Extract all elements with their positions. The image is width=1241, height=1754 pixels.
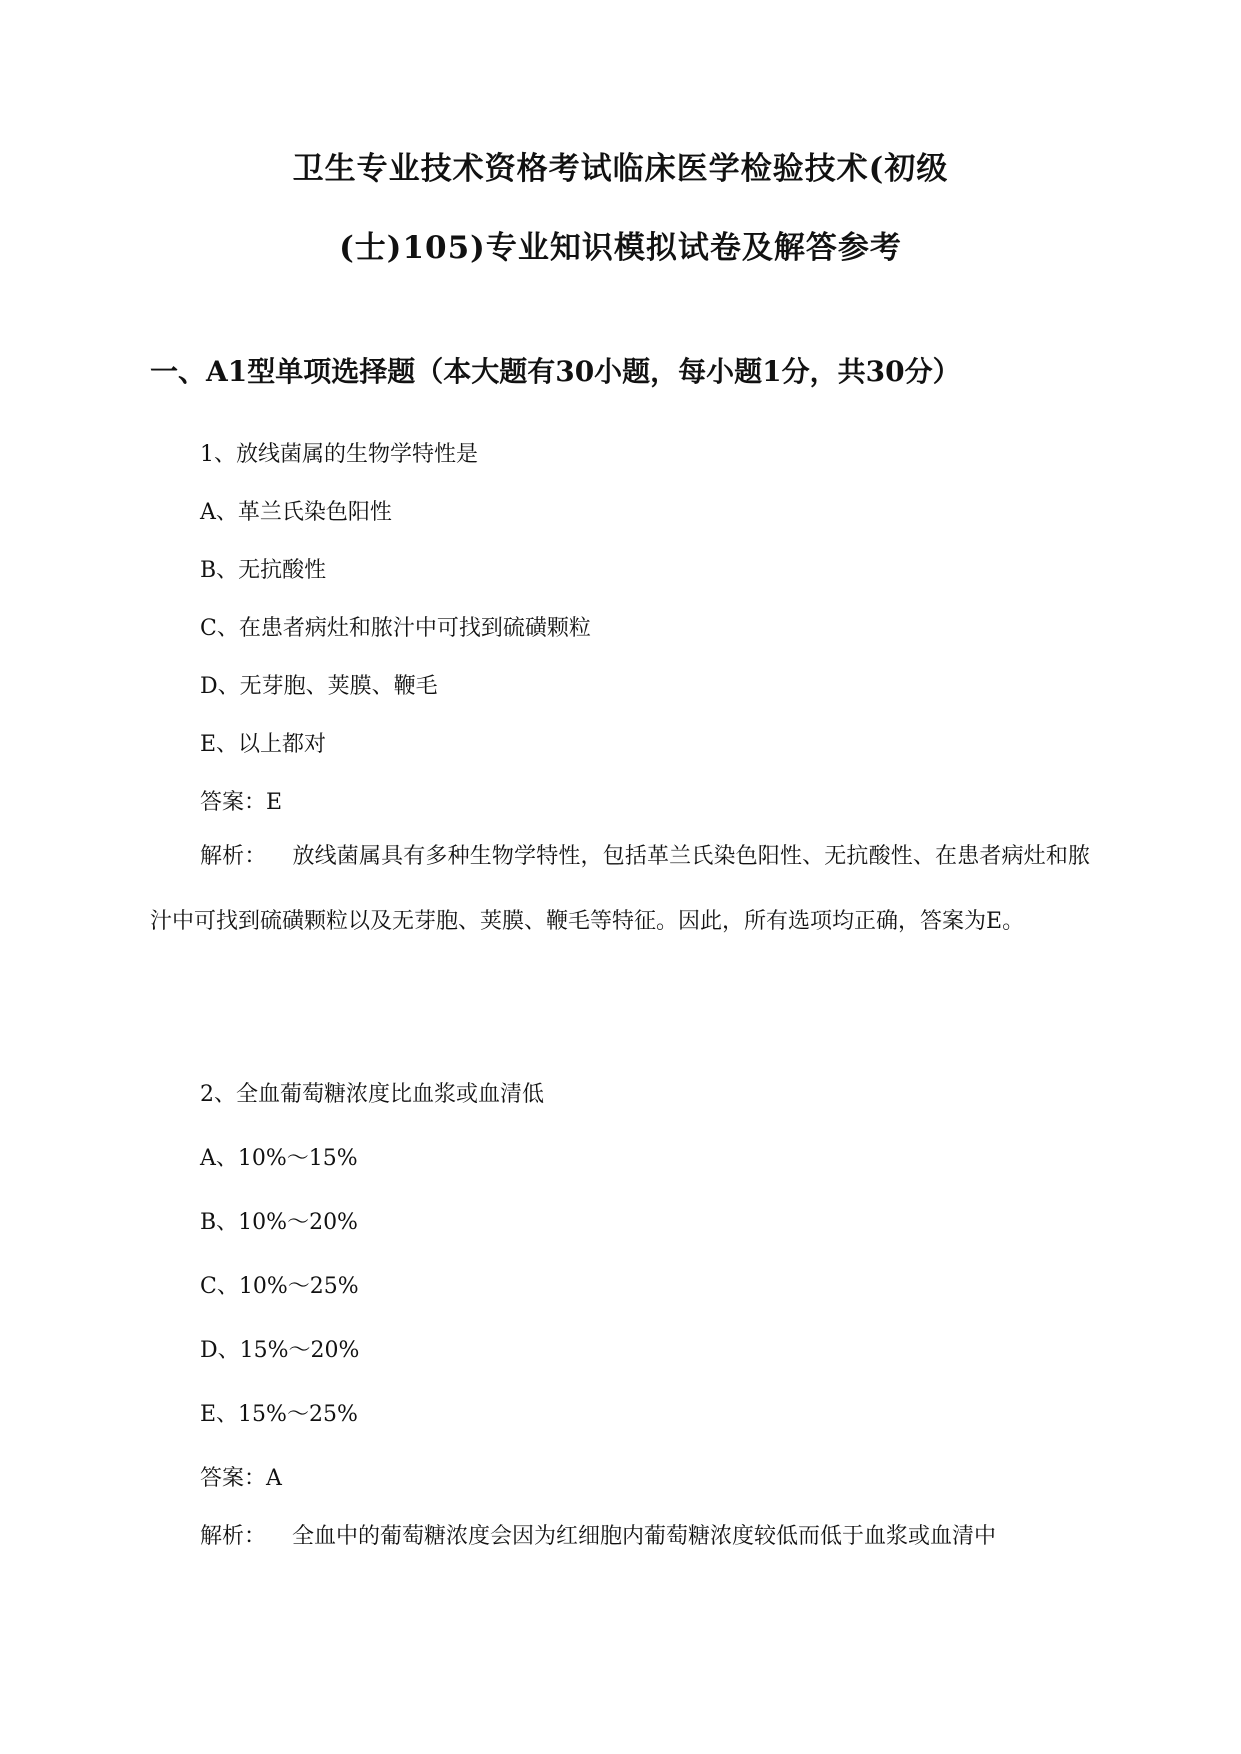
question-2-option-d: D、15%～20% xyxy=(200,1338,360,1363)
section-heading: 一、A1型单项选择题（本大题有30小题，每小题1分，共30分） xyxy=(150,355,961,388)
question-1-option-d: D、无芽胞、荚膜、鞭毛 xyxy=(200,674,438,699)
question-1-analysis xyxy=(150,824,1090,954)
analysis-label: 解析： xyxy=(200,1524,267,1549)
document-title-line-1: 卫生专业技术资格考试临床医学检验技术(初级 xyxy=(292,151,949,187)
question-2-answer: 答案：A xyxy=(200,1466,282,1491)
document-title-line-2: (士)105)专业知识模拟试卷及解答参考 xyxy=(339,230,902,266)
question-1-stem: 1、放线菌属的生物学特性是 xyxy=(200,442,478,467)
question-2-option-b: B、10%～20% xyxy=(200,1210,358,1235)
question-1-option-a: A、革兰氏染色阳性 xyxy=(200,500,392,525)
question-1-answer: 答案：E xyxy=(200,790,283,815)
question-2-option-e: E、15%～25% xyxy=(200,1402,358,1427)
question-2-stem: 2、全血葡萄糖浓度比血浆或血清低 xyxy=(200,1082,544,1107)
question-2-analysis xyxy=(150,1504,1090,1569)
question-1-option-b: B、无抗酸性 xyxy=(200,558,327,583)
question-1-option-e: E、以上都对 xyxy=(200,732,327,757)
question-1-option-c: C、在患者病灶和脓汁中可找到硫磺颗粒 xyxy=(200,616,591,641)
question-2-option-c: C、10%～25% xyxy=(200,1274,359,1299)
analysis-text: 放线菌属具有多种生物学特性，包括革兰氏染色阳性、无抗酸性、在患者病灶和脓汁中可找到硫磺颗粒以及无芽胞、荚膜、鞭毛等特征。因此，所有选项均正确，答案为E。 xyxy=(150,844,1090,934)
analysis-text: 全血中的葡萄糖浓度会因为红细胞内葡萄糖浓度较低而低于血浆或血清中 xyxy=(292,1524,997,1549)
question-2-option-a: A、10%～15% xyxy=(200,1146,358,1171)
analysis-label: 解析： xyxy=(200,844,267,869)
